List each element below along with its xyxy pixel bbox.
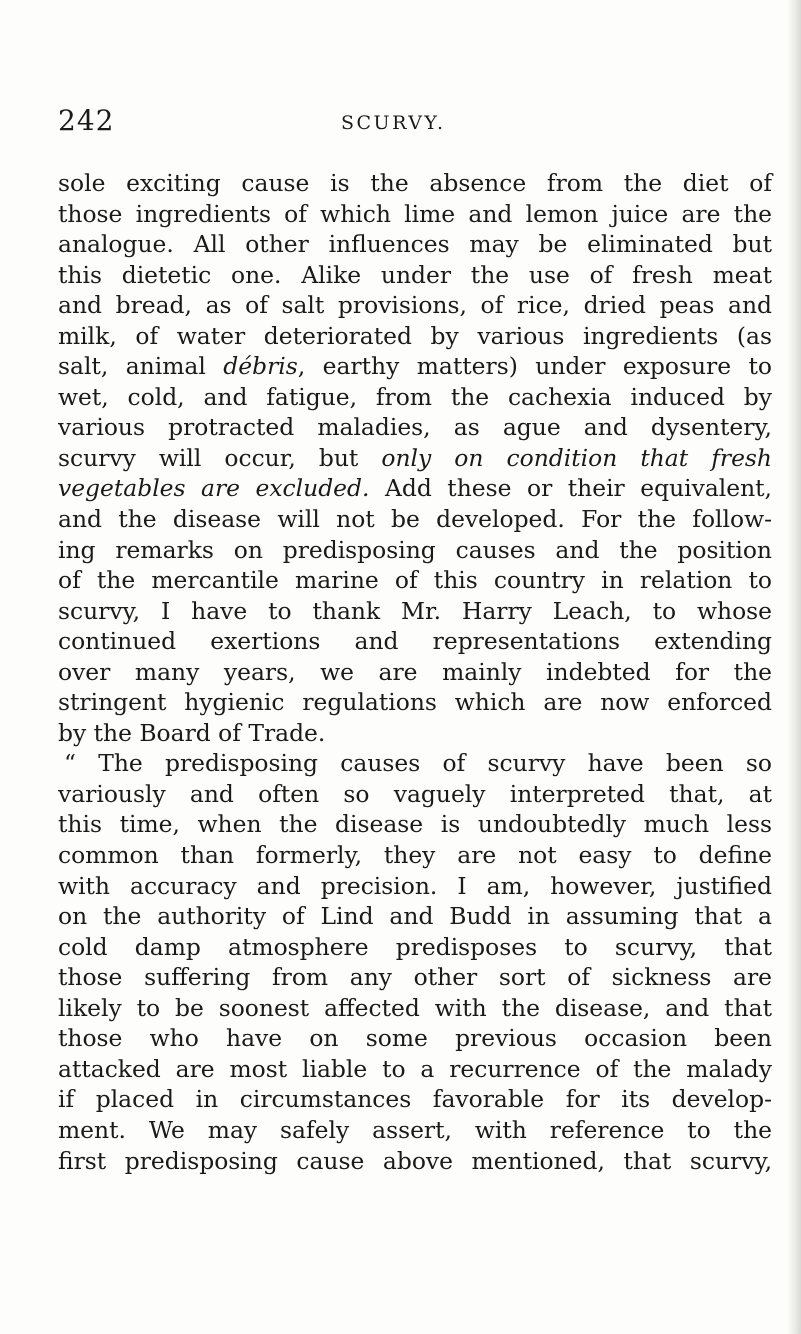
text-run: , earthy matters) under exposure to <box>297 352 772 381</box>
text-line: with accuracy and precision. I am, however, justified <box>58 871 772 900</box>
text-line: continued exertions and representations extending <box>58 627 772 656</box>
text-line: “ The predisposing causes of scurvy have been so <box>64 749 772 778</box>
text-line <box>58 473 772 504</box>
italic-text-run: only on condition that fresh <box>381 443 772 472</box>
text-run: scurvy will occur, but <box>58 443 382 472</box>
text-line: over many years, we are mainly indebted for the <box>58 657 772 686</box>
text-line: various protracted maladies, as ague and dysentery, <box>58 413 772 442</box>
text-run: salt, animal <box>58 352 224 381</box>
text-run: Add these or their equivalent, <box>369 474 772 503</box>
text-line: variously and often so vaguely interpreted that, at <box>58 779 772 808</box>
text-line: ment. We may safely assert, with reference to the <box>58 1115 772 1144</box>
text-line: stringent hygienic regulations which are now enforced <box>58 688 772 717</box>
text-line: this dietetic one. Alike under the use of fresh meat <box>58 260 772 289</box>
text-line: and bread, as of salt provisions, of rice, dried peas and <box>58 291 772 320</box>
text-line <box>58 351 772 382</box>
text-line: scurvy, I have to thank Mr. Harry Leach, to whose <box>58 596 772 625</box>
italic-text-run: débris <box>223 352 298 381</box>
text-line: common than formerly, they are not easy to define <box>58 841 772 870</box>
page-edge-shadow <box>787 0 801 1334</box>
text-line: on the authority of Lind and Budd in assuming that a <box>58 902 772 931</box>
page-number: 242 <box>58 104 115 137</box>
text-line: attacked are most liable to a recurrence of the malady <box>58 1054 772 1083</box>
running-head: SCURVY. <box>341 112 446 134</box>
text-line: of the mercantile marine of this country in relation to <box>58 566 772 595</box>
text-line: those who have on some previous occasion been <box>58 1024 772 1053</box>
text-line: likely to be soonest affected with the disease, and that <box>58 993 772 1022</box>
page-header <box>58 104 708 144</box>
text-line: milk, of water deteriorated by various ingredients (as <box>58 321 772 350</box>
text-line: by the Board of Trade. <box>58 718 326 747</box>
italic-text-run: vegetables are excluded. <box>58 474 370 503</box>
text-line: and the disease will not be developed. For the follow- <box>58 505 772 534</box>
text-line: cold damp atmosphere predisposes to scurvy, that <box>58 932 772 961</box>
text-line: this time, when the disease is undoubtedly much less <box>58 810 772 839</box>
text-line: if placed in circumstances favorable for its develop- <box>58 1085 772 1114</box>
text-line: those ingredients of which lime and lemon juice are the <box>58 199 772 228</box>
text-line: first predisposing cause above mentioned, that scurvy, <box>58 1146 772 1175</box>
text-line: sole exciting cause is the absence from the diet of <box>58 169 772 197</box>
text-line: wet, cold, and fatigue, from the cachexia induced by <box>58 382 772 411</box>
text-line: analogue. All other influences may be eliminated but <box>58 230 772 259</box>
body-text <box>58 168 772 1176</box>
text-line <box>58 443 772 474</box>
text-line: ing remarks on predisposing causes and the position <box>58 535 772 564</box>
text-line: those suffering from any other sort of sickness are <box>58 963 772 992</box>
